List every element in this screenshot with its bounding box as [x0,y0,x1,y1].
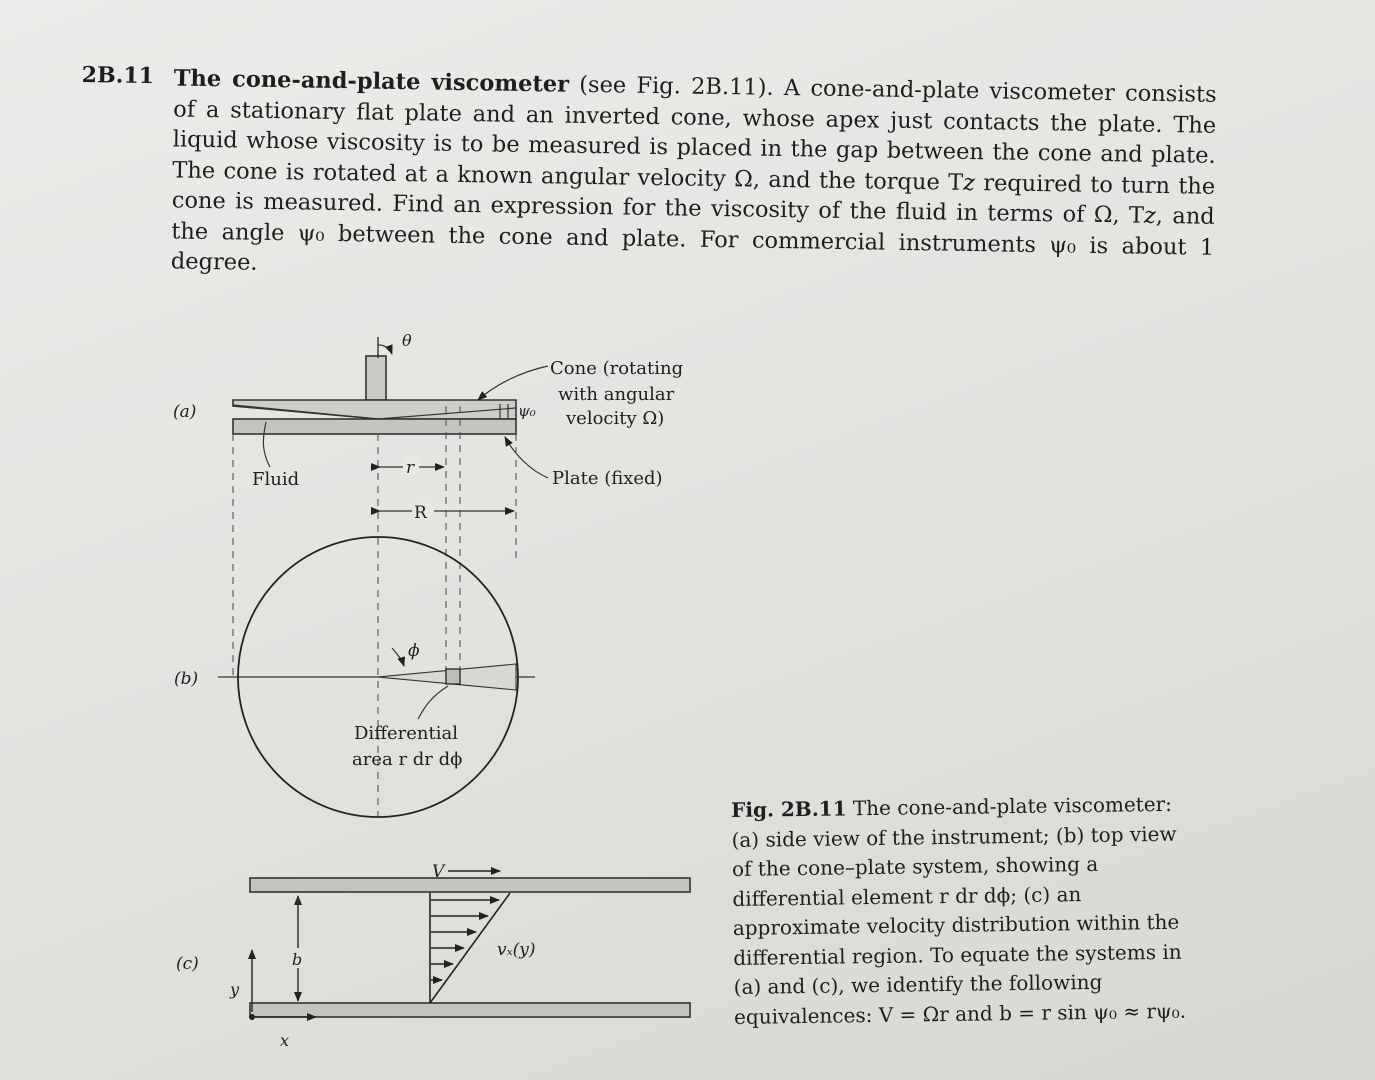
cone-label: Cone (rotating with angular velocity Ω) [550,358,684,429]
V-label: V [432,862,445,882]
R-label: R [414,503,427,523]
problem-number: 2B.11 [81,62,155,90]
part-label-c: (c) [176,954,199,974]
differential-element [446,669,460,684]
cone-shaft [366,356,386,400]
side-view [173,331,689,820]
part-label-b: (b) [174,669,199,689]
fixed-plate [250,1003,690,1017]
plate [233,419,516,434]
fluid-label: Fluid [252,469,300,490]
y-label: y [230,980,240,999]
caption-label: Fig. 2B.11 [731,796,847,822]
problem-statement: (see Fig. 2B.11). A cone-and-plate viscometer consists of a stationary flat plate and an inverted cone, whose apex just contacts the plate. The liquid whose viscosity is to be measured is placed in the gap between the cone and plate. The cone is rotated at a known angular velocity Ω, and the torque T𝑧 required to turn the cone is measured. Find an expression for the viscosity of the fluid in terms of Ω, T𝑧, and the angle ψ₀ between the cone and plate. For commercial instruments ψ₀ is about 1 degree. [170,71,1217,276]
phi-label: ϕ [408,641,420,661]
theta-label: θ [402,331,412,350]
velocity-profile [176,862,690,1050]
top-view [174,537,535,817]
r-label: r [406,458,415,478]
plate-label: Plate (fixed) [552,468,663,489]
caption-text: The cone-and-plate viscometer: (a) side view of the instrument; (b) top view of the cone–plate system, showing a differential element r dr dϕ; (c) an approximate velocity distribution within the differential region. To equate the systems in (a) and (c), we identify the following equivalences: [731,791,1182,1029]
moving-plate [250,878,690,892]
vx-label: vₓ(y) [497,940,536,960]
caption-equation: V = Ωr and b = r sin ψ₀ ≈ rψ₀. [878,998,1187,1027]
x-label: x [280,1031,290,1050]
problem-title: The cone-and-plate viscometer [173,65,570,98]
figure-caption [731,789,1204,1032]
part-label-a: (a) [173,402,197,422]
diff-area-label: Differential area r dr dϕ [352,723,463,770]
psi0-label: ψ₀ [518,402,536,420]
b-label: b [292,950,303,969]
